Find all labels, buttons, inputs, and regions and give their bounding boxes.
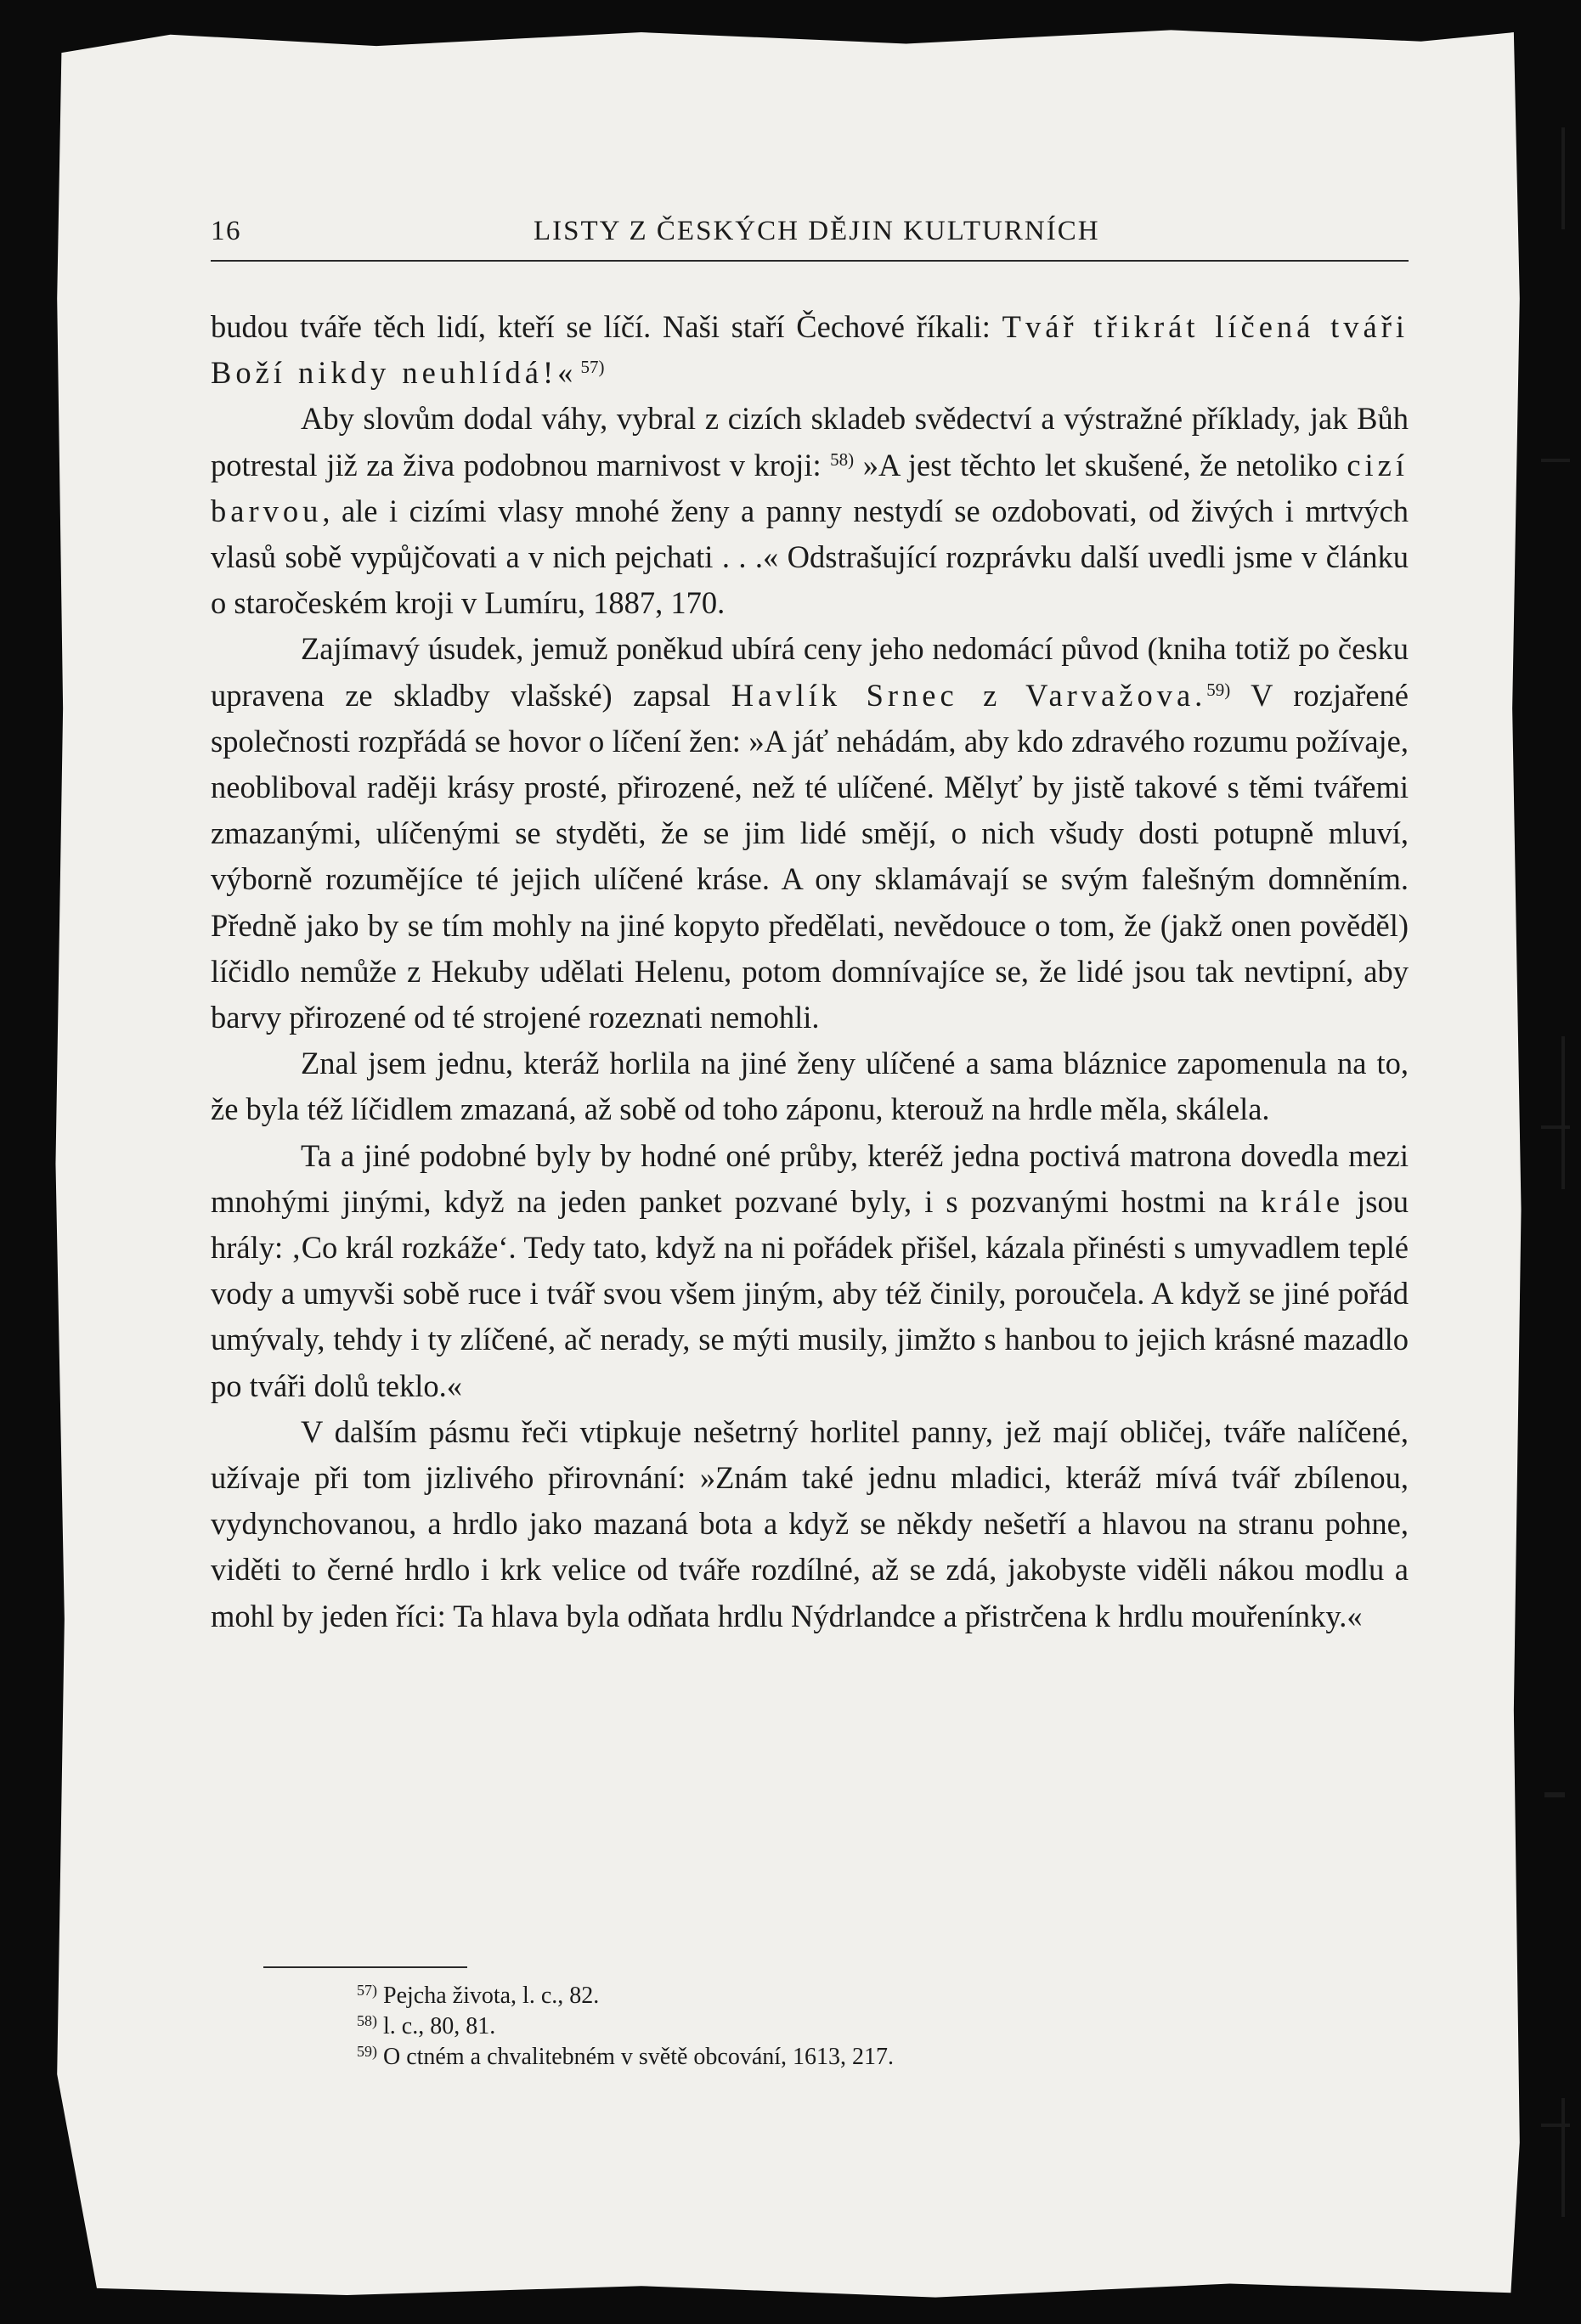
scan-edge-mark (1561, 2098, 1565, 2217)
emphasis-spaced: krále (1261, 1183, 1345, 1219)
running-title: LISTY Z ČESKÝCH DĚJIN KULTURNÍCH (534, 216, 1100, 246)
text-run: « (557, 355, 581, 391)
footnote-ref-57: 57) (580, 357, 605, 378)
text-run: Ta a jiné podobné byly by hodné oné průby, kteréž jedna poctivá matrona dovedla mezi mnohými jinými, když na jeden panket pozvané byly, i s pozvanými hostmi na (211, 1137, 1409, 1219)
emphasis-spaced: cizí barvou (211, 447, 1409, 528)
footnote-text: Pejcha života, l. c., 82. (383, 1983, 600, 2009)
page-content (211, 187, 1409, 2070)
header-rule (211, 260, 1409, 262)
running-head (211, 187, 1409, 246)
footnote-57 (357, 1981, 894, 2011)
text-run: jsou hrály: ‚Co král rozkáže‘. Tedy tato, když na ni pořádek přišel, kázala přinésti s umyvadlem teplé vody a umyvši sobě ruce i tvář svou všem jiným, aby též činily, poroučela. A když se jiné pořád umývaly, tehdy i ty zlíčené, ač nerady, se mýti musily, jimžto s hanbou to jejich krásné mazadlo po tváři dolů teklo.« (211, 1183, 1409, 1403)
emphasis-spaced: Havlík Srnec z Varvažova. (731, 677, 1207, 713)
footnote-text: O ctném a chvalitebném v světě obcování, 1613, 217. (383, 2044, 895, 2070)
page-number: 16 (211, 216, 241, 246)
footnote-mark: 57) (357, 1982, 377, 1999)
footnotes (357, 1981, 894, 2073)
footnote-ref-58: 58) (830, 448, 855, 470)
footnote-59 (357, 2042, 894, 2073)
footnote-ref-59: 59) (1206, 679, 1231, 700)
text-run: budou tváře těch lidí, kteří se líčí. Naši staří Čechové říkali: (211, 309, 1002, 344)
footnote-mark: 59) (357, 2043, 377, 2060)
footnote-rule (263, 1966, 467, 1968)
paragraph-6: V dalším pásmu řeči vtipkuje nešetrný horlitel panny, jež mají obličej, tváře nalíčené, užívaje při tom jizlivého přirovnání: »Znám také jednu mladici, kteráž mívá tvář zbílenou, vydynchovanou, a hrdlo jako mazaná bota a když se někdy nešetří a hlavou na stranu pohne, viděti to černé hrdlo i krk velice od tváře rozdílné, až se zdá, jakobyste viděli nákou modlu a mohl by jeden říci: Ta hlava byla odňata hrdlu Nýdrlandce a přistrčena k hrdlu mouřenínky.« (211, 1413, 1409, 1633)
scan-edge-mark (1541, 2124, 1570, 2127)
text-run: Zajímavý úsudek, jemuž poněkud ubírá ceny jeho nedomácí původ (kniha totiž po česku upravena ze skladby vlašské) zapsal (211, 631, 1409, 713)
paragraph-4: Znal jsem jednu, kteráž horlila na jiné ženy ulíčené a sama bláznice zapomenula na to, že byla též líčidlem zmazaná, až sobě od toho záponu, kterouž na hrdle měla, skálela. (211, 1046, 1409, 1127)
footnote-mark: 58) (357, 2012, 377, 2029)
scan-edge-mark (1561, 1036, 1565, 1189)
text-run: Aby slovům dodal váhy, vybral z cizích skladeb svědectví a výstražné příklady, jak Bůh potrestal již za živa podobnou marnivost v kroji: (211, 401, 1409, 482)
paragraph-2 (211, 396, 1409, 626)
emphasis-spaced: Tvář třikrát líčená tváři Boží nikdy neuhlídá! (211, 309, 1409, 391)
scan-edge-mark (1541, 459, 1570, 462)
scan-edge-mark (1541, 1125, 1570, 1129)
scan-edge-mark (1561, 127, 1565, 229)
text-run: , ale i cizími vlasy mnohé ženy a panny nestydí se ozdobovati, od živých i mrtvých vlasů sobě vypůjčovati a v nich pejchati . . .« Odstrašující rozprávku další uvedli jsme v článku o staročeském kroji v Lumíru, 1887, 170. (211, 493, 1409, 621)
body-text (211, 304, 1409, 1639)
footnote-text: l. c., 80, 81. (383, 2013, 496, 2039)
paragraph-3 (211, 626, 1409, 1041)
text-run: V rozjařené společnosti rozpřádá se hovor o líčení žen: »A jáť nehádám, aby kdo zdravého rozumu požívaje, neobliboval raději krásy prosté, přirozené, než té ulíčené. Mělyť by jistě takové s těmi tvářemi zmazanými, ulíčenými se styděti, že se jim lidé smějí, o nich všudy dosti potupně mluví, výborně rozumějíce té jejich ulíčené kráse. A ony sklamávají se svým falešným domněním. Předně jako by se tím mohly na jiné kopyto předělati, nevědouce o tom, že (jakž onen pověděl) líčidlo nemůže z Hekuby udělati Helenu, potom domnívajíce se, že lidé jsou tak nevtipní, aby barvy přirozené od té strojené rozeznati nemohli. (211, 677, 1409, 1035)
text-run: »A jest těchto let skušené, že netoliko (854, 447, 1347, 482)
footnote-58 (357, 2011, 894, 2042)
paragraph-1 (211, 304, 1409, 396)
scan-edge-mark (1544, 1792, 1565, 1797)
paragraph-5 (211, 1133, 1409, 1409)
